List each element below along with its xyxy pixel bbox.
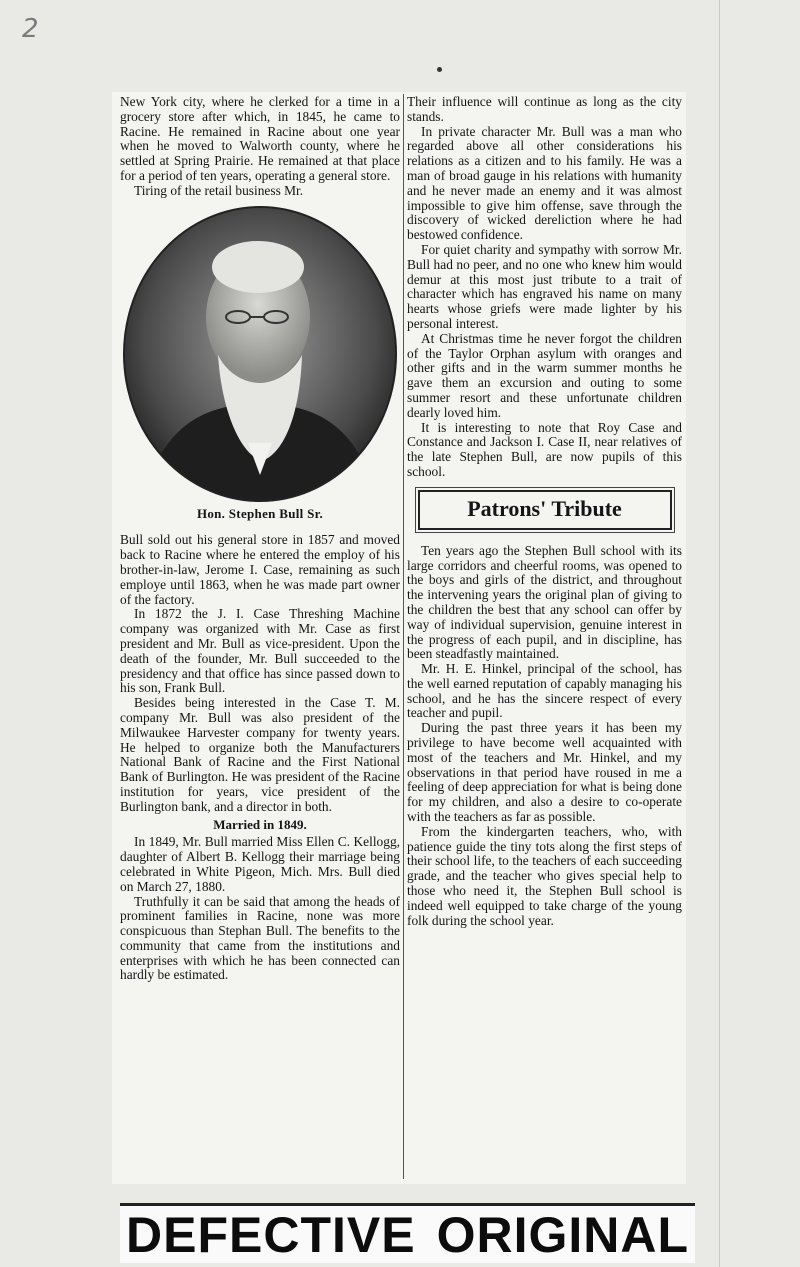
left-column <box>120 95 400 1185</box>
paragraph: In 1849, Mr. Bull married Miss Ellen C. Kellogg, daughter of Albert B. Kellogg their marriage being celebrated in White Pigeon, Mich. Mrs. Bull died on March 27, 1880. <box>120 834 400 894</box>
paragraph: Ten years ago the Stephen Bull school with its large corridors and cheerful rooms, was opened to the boys and girls of the district, and throughout the intervening years the original plan of giving to the children the best that any school can offer by way of individual supervision, genuine interest in the progress of each pupil, and in discipline, has been steadfastly maintained. <box>407 542 682 662</box>
paragraph: For quiet charity and sympathy with sorrow Mr. Bull had no peer, and no one who knew him would demur at this most just tribute to a trait of character which has engraved his name on many hearts whose griefs were made lighter by his personal interest. <box>407 241 682 331</box>
section-subhead: Married in 1849. <box>213 816 307 832</box>
paragraph: New York city, where he clerked for a time in a grocery store after which, in 1845, he came to Racine. He remained in Racine about one year when he moved to Walworth county, where he settled at Spring Prairie. He remained at that place for a period of ten years, operating a general store. <box>120 95 400 183</box>
scan-edge-line <box>719 0 720 1267</box>
stamp-word-original: ORIGINAL <box>436 1206 689 1263</box>
paragraph: Besides being interested in the Case T. M. company Mr. Bull was also president of the Milwaukee Harvester company for twenty years. He helped to organize both the Manufacturers National Bank of Racine and the First National Bank of Burlington. He was president of the Racine institution for years, vice president of the Burlington bank, and a director in both. <box>120 695 400 814</box>
page-number: 2 <box>22 14 39 44</box>
paragraph: Bull sold out his general store in 1857 and moved back to Racine where he entered the employ of his brother-in-law, Jerome I. Case, remaining as such employe until 1863, when he was made part owner of the factory. <box>120 532 400 607</box>
column-rule <box>403 94 404 1179</box>
paragraph: It is interesting to note that Roy Case and Constance and Jackson I. Case II, near relatives of the late Stephen Bull, are now pupils of this school. <box>407 419 682 479</box>
paragraph: At Christmas time he never forgot the children of the Taylor Orphan asylum with oranges and other gifts and in the warm summer months he gave them an excursion and outing to some summer resort and these unfortunate children dearly loved him. <box>407 330 682 420</box>
right-column <box>407 95 682 1180</box>
portrait-photo <box>122 205 398 503</box>
paragraph: In private character Mr. Bull was a man who regarded above all other considerations his relations as a citizen and to his family. He was a man of broad gauge in his relations with humanity and he never made an enemy and it was almost impossible to give him offense, save through the discovery of wicked dereliction where he had bestowed confidence. <box>407 123 682 243</box>
defective-original-stamp <box>120 1203 695 1263</box>
paragraph: Their influence will continue as long as the city stands. <box>407 95 682 124</box>
paragraph: From the kindergarten teachers, who, with patience guide the tiny tots along the first steps of their school life, to the teachers of each succeeding grade, and the teacher who gives special help to those who need it, the Stephen Bull school is indeed well equipped to take charge of the young folk during the school year. <box>407 823 682 928</box>
paragraph: During the past three years it has been my privilege to have become well acquainted with most of the teachers and Mr. Hinkel, and my observations in that period have roused in me a feeling of deep appreciation for what is being done for my children, and also a desire to co-operate with the teachers as far as possible. <box>407 720 682 825</box>
paragraph: Tiring of the retail business Mr. <box>134 182 304 198</box>
portrait-caption: Hon. Stephen Bull Sr. <box>196 505 324 521</box>
boxed-heading: Patrons' Tribute <box>418 490 672 530</box>
paragraph: In 1872 the J. I. Case Threshing Machine company was organized with Mr. Case as first president and Mr. Bull as vice-president. Upon the death of the founder, Mr. Bull succeeded to the presidency and that office has since passed down to his son, Frank Bull. <box>120 606 400 696</box>
paragraph: Truthfully it can be said that among the heads of prominent families in Racine, none was more conspicuous than Stephan Bull. The benefits to the community that came from the institutions and enterprises with which he has been connected can hardly be estimated. <box>120 893 400 983</box>
paragraph: Mr. H. E. Hinkel, principal of the school, has the well earned reputation of capably managing his school, and he has the sincere respect of every teacher and pupil. <box>407 661 682 721</box>
stamp-word-defective: DEFECTIVE <box>126 1206 416 1263</box>
ink-dot <box>437 67 442 72</box>
portrait-figure <box>120 205 400 522</box>
